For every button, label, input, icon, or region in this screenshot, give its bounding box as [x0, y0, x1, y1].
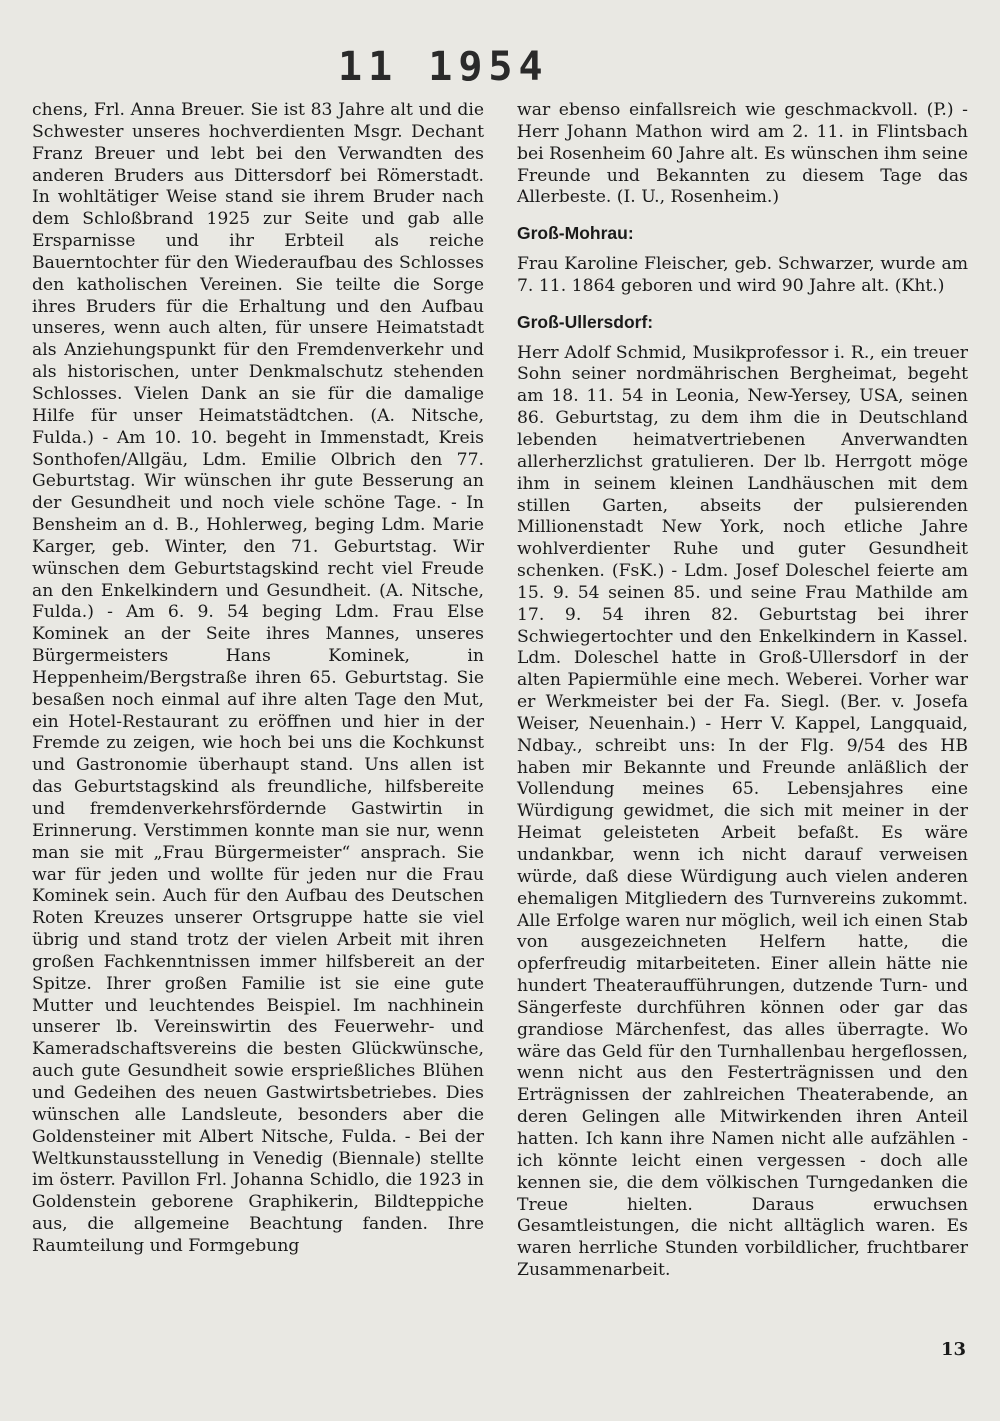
right-column: [517, 100, 968, 1282]
section-text-gross-mohrau: Frau Karoline Fleischer, geb. Schwarzer, wurde am 7. 11. 1864 geboren und wird 90 Jahre alt. (Kht.): [517, 254, 968, 296]
page-number: 13: [940, 1339, 966, 1360]
left-column-text: chens, Frl. Anna Breuer. Sie ist 83 Jahre alt und die Schwester unseres hochverdienten Msgr. Dechant Franz Breuer und lebt bei den Verwandten des anderen Bruders aus Dittersdorf bei Römerstadt. In wohltätiger Weise stand sie ihrem Bruder nach dem Schloßbrand 1925 zur Seite und gab alle Ersparnisse und ihr Erbteil als reiche Bauerntochter für den Wiederaufbau des Schlosses den katholischen Vereinen. Sie teilte die Sorge ihres Bruders für die Erhaltung und den Aufbau unseres, wenn auch alten, für unsere Heimatstadt als Anziehungspunkt für den Fremdenverkehr und als historischen, unter Denkmalschutz stehenden Schlosses. Vielen Dank an sie für die damalige Hilfe für unser Heimatstädtchen. (A. Nitsche, Fulda.) - Am 10. 10. begeht in Immenstadt, Kreis Sonthofen/Allgäu, Ldm. Emilie Olbrich den 77. Geburtstag. Wir wünschen ihr gute Besserung an der Gesundheit und noch viele schöne Tage. - In Bensheim an d. B., Hohlerweg, beging Ldm. Marie Karger, geb. Winter, den 71. Geburtstag. Wir wünschen dem Geburtstagskind recht viel Freude an den Enkelkindern und Gesundheit. (A. Nitsche, Fulda.) - Am 6. 9. 54 beging Ldm. Frau Else Kominek an der Seite ihres Mannes, unseres Bürgermeisters Hans Kominek, in Heppenheim/Bergstraße ihren 65. Geburtstag. Sie besaßen noch einmal auf ihre alten Tage den Mut, ein Hotel-Restaurant zu eröffnen und hier in der Fremde zu zeigen, wie hoch bei uns die Kochkunst und Gastronomie überhaupt stand. Uns allen ist das Geburtstagskind als freundliche, hilfsbereite und fremdenverkehrsfördernde Gastwirtin in Erinnerung. Verstimmen konnte man sie nur, wenn man sie mit „Frau Bürgermeister“ ansprach. Sie war für jeden und wollte für jeden nur die Frau Kominek sein. Auch für den Aufbau des Deutschen Roten Kreuzes unserer Ortsgruppe hatte sie viel übrig und stand trotz der vielen Arbeit mit ihren großen Fachkenntnissen immer hilfsbereit an der Spitze. Ihrer großen Familie ist sie eine gute Mutter und leuchtendes Beispiel. Im nachhinein unserer lb. Vereinswirtin des Feuerwehr- und Kameradschaftsvereins die besten Glückwünsche, auch gute Gesundheit sowie ersprießliches Blühen und Gedeihen des neuen Gastwirtsbetriebes. Dies wünschen alle Landsleute, besonders aber die Goldensteiner mit Albert Nitsche, Fulda. - Bei der Weltkunstausstellung in Venedig (Biennale) stellte im österr. Pavillon Frl. Johanna Schidlo, die 1923 in Goldenstein geborene Graphikerin, Bildteppiche aus, die allgemeine Beachtung fanden. Ihre Raumteilung und Formgebung: [32, 100, 484, 1256]
date-stamp: 11 1954: [338, 44, 549, 90]
section-heading-gross-ullersdorf: Groß-Ullersdorf:: [517, 311, 654, 332]
left-column: [32, 100, 484, 1258]
section-text-gross-ullersdorf: Herr Adolf Schmid, Musikprofessor i. R., ein treuer Sohn seiner nordmährischen Bergheimat, begeht am 18. 11. 54 in Leonia, New-Yersey, USA, seinen 86. Geburtstag, zu dem ihm die in Deutschland lebenden heimatvertriebenen Anverwandten allerherzlichst gratulieren. Der lb. Herrgott möge ihm in seinem kleinen Landhäuschen mit dem stillen Garten, abseits der pulsierenden Millionenstadt New York, noch etliche Jahre wohlverdienter Ruhe und guter Gesundheit schenken. (FsK.) - Ldm. Josef Doleschel feierte am 15. 9. 54 seinen 85. und seine Frau Mathilde am 17. 9. 54 ihren 82. Geburtstag bei ihrer Schwiegertochter und den Enkelkindern in Kassel. Ldm. Doleschel hatte in Groß-Ullersdorf in der alten Papiermühle eine mech. Weberei. Vorher war er Werkmeister bei der Fa. Siegl. (Ber. v. Josefa Weiser, Neuenhain.) - Herr V. Kappel, Langquaid, Ndbay., schreibt uns: In der Flg. 9/54 des HB haben mir Bekannte und Freunde anläßlich der Vollendung meines 65. Lebensjahres eine Würdigung gewidmet, die sich mit meiner in der Heimat geleisteten Arbeit befaßt. Es wäre undankbar, wenn ich nicht darauf verweisen würde, daß diese Würdigung auch vielen anderen ehemaligen Mitgliedern des Turnvereins zukommt. Alle Erfolge waren nur möglich, weil ich einen Stab von ausgezeichneten Helfern hatte, die opferfreudig mitarbeiteten. Einer allein hätte nie hundert Theateraufführungen, dutzende Turn- und Sängerfeste durchführen können oder gar das grandiose Märchenfest, das alles überragte. Wo wäre das Geld für den Turnhallenbau hergeflossen, wenn nicht aus den Festerträgnissen und den Erträgnissen der zahlreichen Theaterabende, an deren Gelingen alle Mitwirkenden ihren Anteil hatten. Ich kann ihre Namen nicht alle aufzählen - ich könnte leicht einen vergessen - doch alle kennen sie, die dem völkischen Turngedanken die Treue hielten. Daraus erwuchsen Gesamtleistungen, die nicht alltäglich waren. Es waren herrliche Stunden vorbildlicher, fruchtbarer Zusammenarbeit.: [517, 342, 968, 1281]
right-column-intro: war ebenso einfallsreich wie geschmackvoll. (P.) - Herr Johann Mathon wird am 2. 11. in Flintsbach bei Rosenheim 60 Jahre alt. Es wünschen ihm seine Freunde und Bekannten zu diesem Tage das Allerbeste. (I. U., Rosenheim.): [517, 100, 968, 208]
section-heading-gross-mohrau: Groß-Mohrau:: [517, 223, 634, 244]
